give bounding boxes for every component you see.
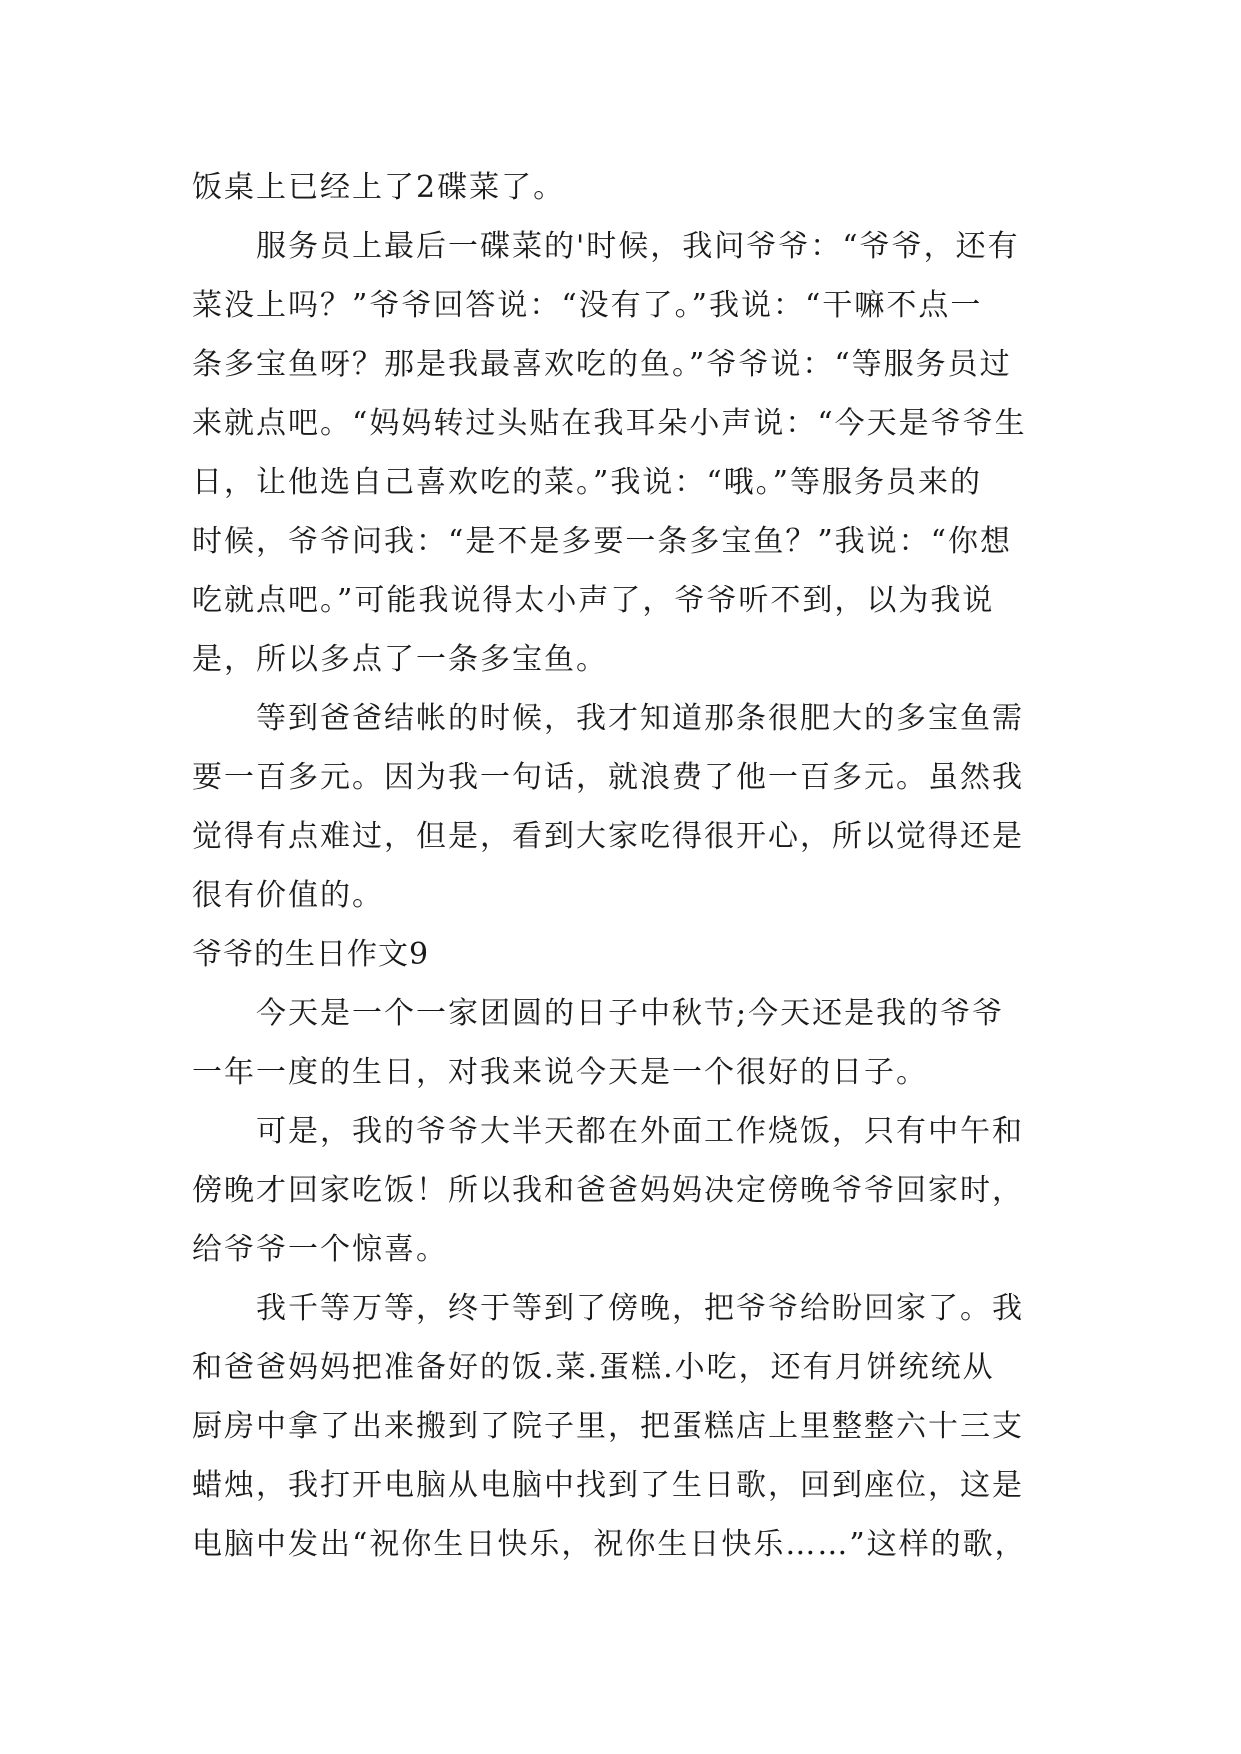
document-body — [192, 158, 1062, 1574]
text-line: 给爷爷一个惊喜。 — [192, 1232, 448, 1267]
text-line: 要一百多元。因为我一句话，就浪费了他一百多元。虽然我 — [192, 760, 1024, 795]
text-line: 我千等万等，终于等到了傍晚，把爷爷给盼回家了。我 — [256, 1291, 1024, 1326]
text-line: 日，让他选自己喜欢吃的菜。”我说：“哦。”等服务员来的 — [192, 465, 983, 500]
text-line: 觉得有点难过，但是，看到大家吃得很开心，所以觉得还是 — [192, 819, 1024, 854]
text-line: 吃就点吧。”可能我说得太小声了，爷爷听不到，以为我说 — [192, 583, 995, 618]
text-line: 和爸爸妈妈把准备好的饭.菜.蛋糕.小吃，还有月饼统统从 — [192, 1350, 995, 1385]
section-heading: 爷爷的生日作文9 — [192, 937, 430, 972]
text-line: 时候，爷爷问我：“是不是多要一条多宝鱼？”我说：“你想 — [192, 524, 1013, 559]
text-line: 服务员上最后一碟菜的'时候，我问爷爷：“爷爷，还有 — [256, 229, 1020, 264]
text-line: 饭桌上已经上了2碟菜了。 — [192, 170, 566, 205]
text-line: 可是，我的爷爷大半天都在外面工作烧饭，只有中午和 — [256, 1114, 1024, 1149]
text-line: 条多宝鱼呀？那是我最喜欢吃的鱼。”爷爷说：“等服务员过 — [192, 347, 1012, 382]
text-line: 一年一度的生日，对我来说今天是一个很好的日子。 — [192, 1055, 928, 1090]
text-line: 等到爸爸结帐的时候，我才知道那条很肥大的多宝鱼需 — [256, 701, 1024, 736]
text-line: 菜没上吗？”爷爷回答说：“没有了。”我说：“干嘛不点一 — [192, 288, 983, 323]
text-line: 很有价值的。 — [192, 878, 384, 913]
text-line: 傍晚才回家吃饭！所以我和爸爸妈妈决定傍晚爷爷回家时， — [192, 1173, 1024, 1208]
text-line: 厨房中拿了出来搬到了院子里，把蛋糕店上里整整六十三支 — [192, 1409, 1024, 1444]
text-line: 来就点吧。“妈妈转过头贴在我耳朵小声说：“今天是爷爷生 — [192, 406, 1027, 441]
text-line: 是，所以多点了一条多宝鱼。 — [192, 642, 608, 677]
text-line: 蜡烛，我打开电脑从电脑中找到了生日歌，回到座位，这是 — [192, 1468, 1024, 1503]
text-line: 电脑中发出“祝你生日快乐，祝你生日快乐……”这样的歌， — [192, 1527, 1027, 1562]
text-line: 今天是一个一家团圆的日子中秋节;今天还是我的爷爷 — [256, 996, 1005, 1031]
